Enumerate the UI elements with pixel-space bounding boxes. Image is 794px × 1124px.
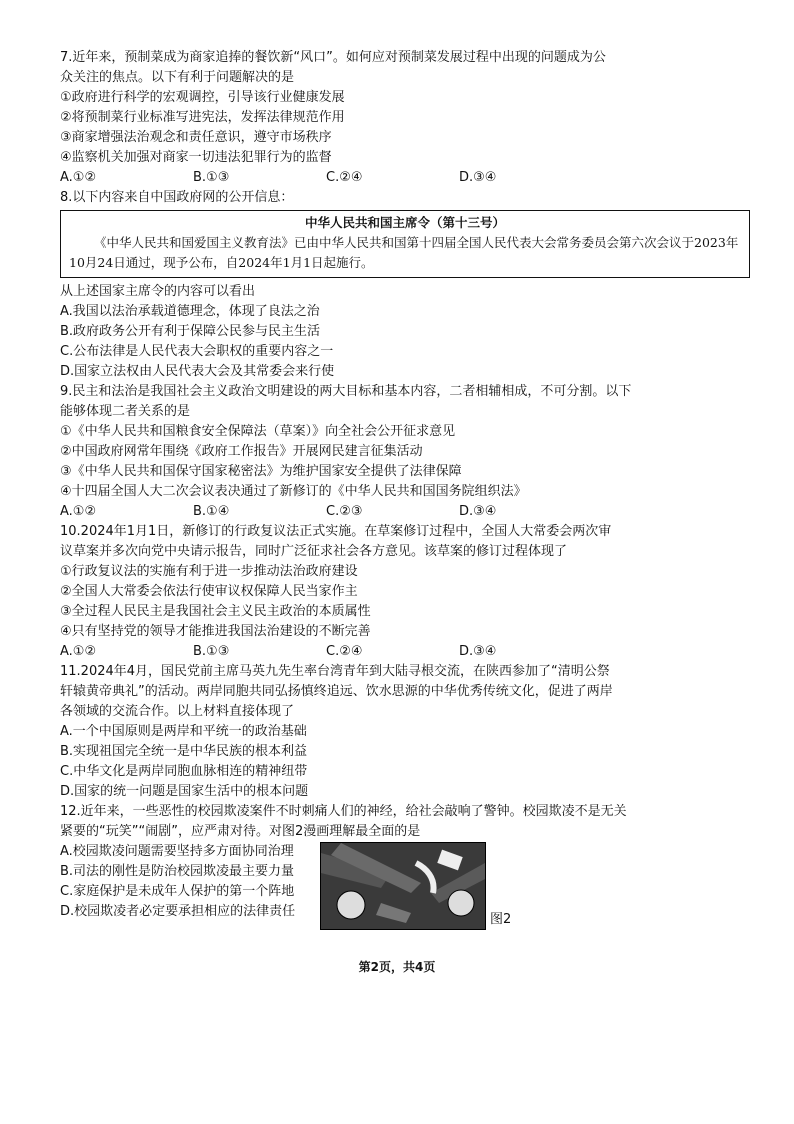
option-d: D.③④	[459, 170, 497, 185]
question-stem: 能够体现二者关系的是	[60, 404, 191, 419]
option-a: A.一个中国原则是两岸和平统一的政治基础	[60, 724, 307, 739]
decree-title: 中华人民共和国主席令（第十三号）	[304, 215, 505, 230]
option-d: D.国家的统一问题是国家生活中的根本问题	[60, 784, 309, 799]
question-stem: 7.近年来，预制菜成为商家追捧的餐饮新“风口”。如何应对预制菜发展过程中出现的问题成为公	[60, 50, 606, 65]
question-stem: 众关注的焦点。以下有利于问题解决的是	[60, 70, 295, 85]
statement-item: ③商家增强法治观念和责任意识，遵守市场秩序	[60, 130, 332, 145]
statement-item: ④监察机关加强对商家一切违法犯罪行为的监督	[60, 150, 332, 165]
statement-item: ④只有坚持党的领导才能推进我国法治建设的不断完善	[60, 624, 371, 639]
question-stem: 紧要的“玩笑”“闹剧”，应严肃对待。对图2漫画理解最全面的是	[60, 824, 421, 839]
option-c: C.家庭保护是未成年人保护的第一个阵地	[60, 884, 295, 899]
page-footer: 第2页，共4页	[358, 960, 436, 974]
question-lead: 从上述国家主席令的内容可以看出	[60, 284, 256, 299]
option-b: B.政府政务公开有利于保障公民参与民主生活	[60, 324, 321, 339]
statement-item: ②中国政府网常年围绕《政府工作报告》开展网民建言征集活动	[60, 444, 423, 459]
question-stem: 11.2024年4月，国民党前主席马英九先生率台湾青年到大陆寻根交流，在陕西参加了“清明公祭	[60, 664, 610, 679]
question-8	[60, 188, 750, 382]
cartoon-image	[320, 842, 486, 930]
exam-page	[60, 48, 750, 927]
option-d: D.③④	[459, 504, 497, 519]
option-a: A.①②	[60, 170, 97, 185]
option-a: A.校园欺凌问题需要坚持多方面协同治理	[60, 844, 294, 859]
statement-item: ①《中华人民共和国粮食安全保障法（草案）》向全社会公开征求意见	[60, 424, 456, 439]
option-c: C.公布法律是人民代表大会职权的重要内容之一	[60, 344, 334, 359]
question-10	[60, 522, 750, 662]
answer-options	[60, 642, 750, 662]
statement-item: ④十四届全国人大二次会议表决通过了新修订的《中华人民共和国国务院组织法》	[60, 484, 527, 499]
answer-options	[60, 842, 310, 922]
option-a: A.我国以法治承载道德理念，体现了良法之治	[60, 304, 320, 319]
statement-item: ①政府进行科学的宏观调控，引导该行业健康发展	[60, 90, 345, 105]
option-b: B.①③	[193, 644, 230, 659]
option-c: C.②③	[326, 504, 363, 519]
statement-item: ②全国人大常委会依法行使审议权保障人民当家作主	[60, 584, 358, 599]
question-11	[60, 662, 750, 802]
statement-item: ②将预制菜行业标准写进宪法，发挥法律规范作用	[60, 110, 345, 125]
answer-options	[60, 168, 750, 188]
figure-label: 图2	[490, 912, 512, 927]
question-9	[60, 382, 750, 522]
option-b: B.①④	[193, 504, 230, 519]
statement-item: ③全过程人民民主是我国社会主义民主政治的本质属性	[60, 604, 371, 619]
question-stem: 9.民主和法治是我国社会主义政治文明建设的两大目标和基本内容，二者相辅相成，不可分割。以下	[60, 384, 632, 399]
question-stem: 议草案并多次向党中央请示报告，同时广泛征求社会各方意见。该草案的修订过程体现了	[60, 544, 568, 559]
statement-item: ③《中华人民共和国保守国家秘密法》为维护国家安全提供了法律保障	[60, 464, 462, 479]
option-d: D.校园欺凌者必定要承担相应的法律责任	[60, 904, 296, 919]
option-a: A.①②	[60, 644, 97, 659]
option-b: B.①③	[193, 170, 230, 185]
option-c: C.②④	[326, 170, 363, 185]
question-stem: 10.2024年1月1日，新修订的行政复议法正式实施。在草案修订过程中，全国人大常委会两次审	[60, 524, 612, 539]
question-12	[60, 802, 750, 927]
option-c: C.②④	[326, 644, 363, 659]
question-7	[60, 48, 750, 188]
option-a: A.①②	[60, 504, 97, 519]
option-d: D.国家立法权由人民代表大会及其常委会来行使	[60, 364, 335, 379]
question-stem: 12.近年来，一些恶性的校园欺凌案件不时刺痛人们的神经，给社会敲响了警钟。校园欺凌不是无关	[60, 804, 627, 819]
cartoon-illustration	[321, 843, 485, 929]
statement-item: ①行政复议法的实施有利于进一步推动法治政府建设	[60, 564, 358, 579]
option-b: B.实现祖国完全统一是中华民族的根本利益	[60, 744, 308, 759]
decree-box	[60, 210, 750, 278]
answer-options	[60, 502, 750, 522]
question-stem: 各领域的交流合作。以上材料直接体现了	[60, 704, 295, 719]
option-b: B.司法的刚性是防治校园欺凌最主要力量	[60, 864, 295, 879]
option-c: C.中华文化是两岸同胞血脉相连的精神纽带	[60, 764, 308, 779]
option-d: D.③④	[459, 644, 497, 659]
question-stem: 8.以下内容来自中国政府网的公开信息：	[60, 190, 294, 205]
question-stem: 轩辕黄帝典礼”的活动。两岸同胞共同弘扬慎终追远、饮水思源的中华优秀传统文化，促进了两岸	[60, 684, 613, 699]
decree-body: 《中华人民共和国爱国主义教育法》已由中华人民共和国第十四届全国人民代表大会常务委员会第六次会议于2023年10月24日通过，现予公布，自2024年1月1日起施行。	[69, 235, 739, 270]
